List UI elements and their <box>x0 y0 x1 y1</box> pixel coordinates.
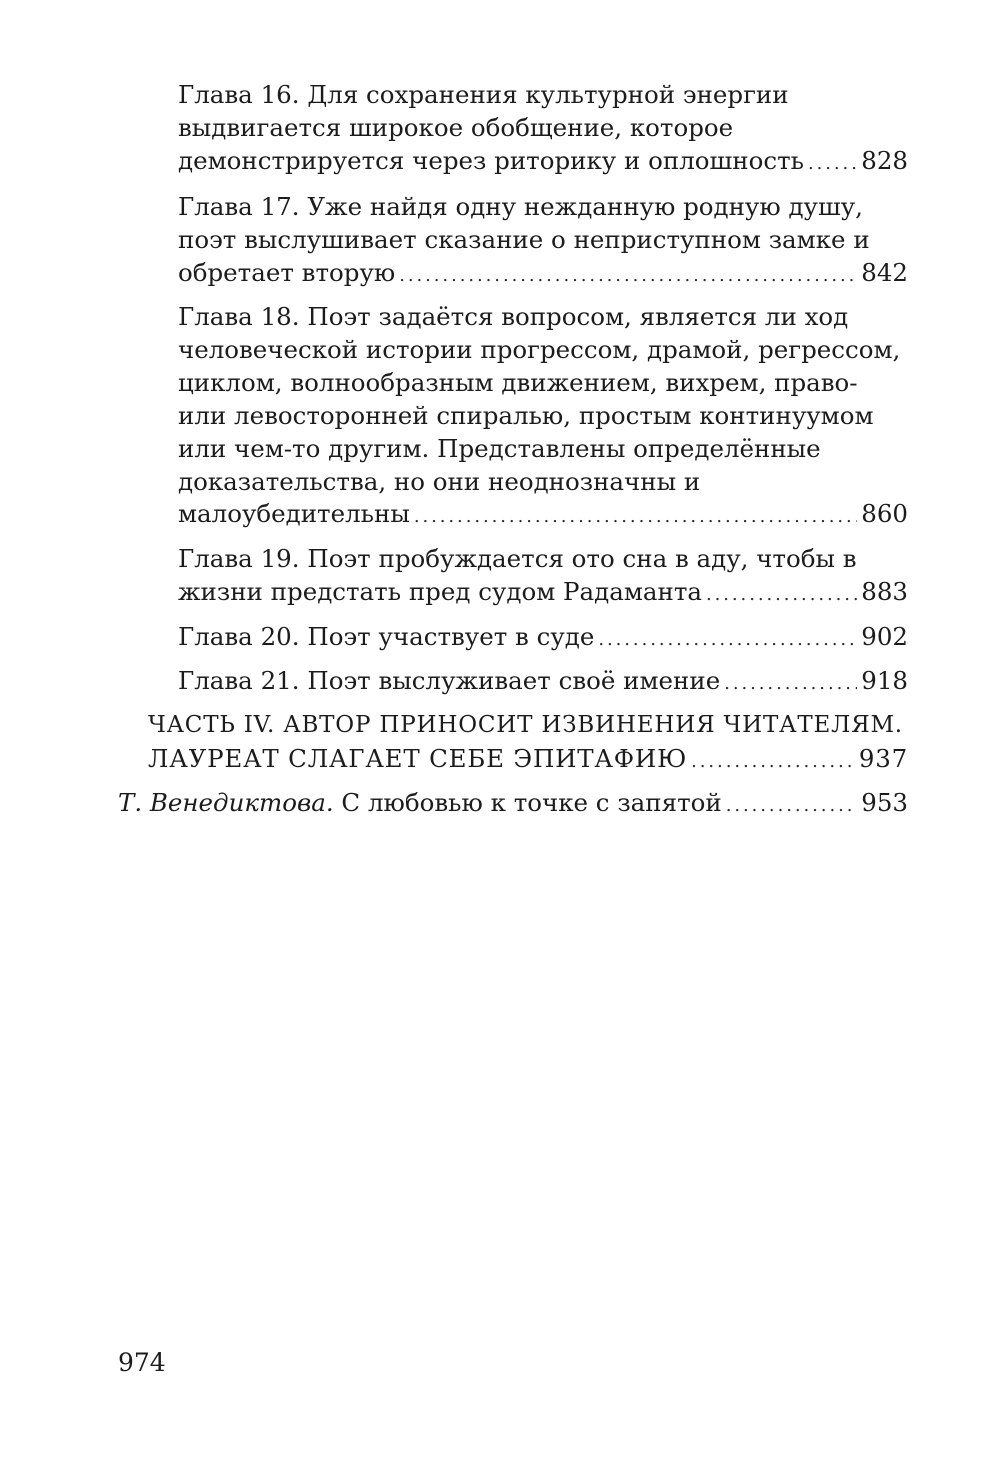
toc-entry-ch17-line2 <box>178 223 870 256</box>
toc-text: Глава 16. Для сохранения культурной энергии <box>178 80 789 109</box>
dot-leader <box>808 147 857 180</box>
toc-page-number: 860 <box>861 499 908 528</box>
toc-entry-ch18-line5 <box>178 432 821 465</box>
toc-text: обретает вторую <box>178 258 396 287</box>
toc-entry-ch18-line2 <box>178 333 900 366</box>
dot-leader <box>706 578 857 611</box>
toc-entry-ch19-line2 <box>178 575 908 608</box>
toc-text: человеческой истории прогрессом, драмой, регрессом, <box>178 335 901 364</box>
toc-text: выдвигается широкое обобщение, которое <box>178 113 734 142</box>
toc-text: Глава 20. Поэт участвует в суде <box>178 622 595 651</box>
toc-entry-ch18-line4 <box>178 399 874 432</box>
afterword-title: С любовью к точке с запятой <box>333 788 722 817</box>
toc-page-number: 918 <box>861 666 908 695</box>
toc-text: Глава 19. Поэт пробуждается ото сна в аду, чтобы в <box>178 544 857 573</box>
dot-leader <box>414 500 857 533</box>
toc-entry-part4-line1 <box>148 709 903 742</box>
toc-text: доказательства, но они неоднозначны и <box>178 467 701 496</box>
toc-page-number: 842 <box>861 258 908 287</box>
afterword-author: Т. Венедиктова. <box>118 788 334 817</box>
toc-entry-ch18-line1 <box>178 300 848 333</box>
toc-text: или чем-то другим. Представлены определённые <box>178 434 821 463</box>
toc-text: демонстрируется через риторику и оплошность <box>178 146 804 175</box>
toc-page-number: 937 <box>858 744 908 773</box>
toc-entry-ch16-line2 <box>178 111 733 144</box>
toc-text: жизни предстать пред судом Радаманта <box>178 577 702 606</box>
page-number: 974 <box>118 1348 166 1377</box>
toc-text: Глава 21. Поэт выслуживает своё имение <box>178 666 721 695</box>
toc-entry-ch18-line6 <box>178 465 700 498</box>
toc-entry-ch20 <box>178 620 908 653</box>
toc-entry-afterword <box>118 786 908 819</box>
toc-entry-ch18-line7 <box>178 497 908 530</box>
toc-entry-ch21 <box>178 664 908 697</box>
dot-leader <box>724 667 857 700</box>
toc-page-number: 883 <box>861 577 908 606</box>
toc-text: циклом, волнообразным движением, вихрем, право- <box>178 368 858 397</box>
toc-text: ЧАСТЬ IV. АВТОР ПРИНОСИТ ИЗВИНЕНИЯ ЧИТАТЕЛЯМ. <box>148 712 903 738</box>
toc-entry-ch18-line3 <box>178 366 858 399</box>
toc-entry-ch17-line3 <box>178 256 908 289</box>
toc-entry-part4-line2 <box>148 742 908 775</box>
toc-page-number: 902 <box>861 622 908 651</box>
toc-page-number: 953 <box>861 788 908 817</box>
toc-text: поэт выслушивает сказание о неприступном замке и <box>178 225 870 254</box>
toc-text: ЛАУРЕАТ СЛАГАЕТ СЕБЕ ЭПИТАФИЮ <box>148 744 688 773</box>
dot-leader <box>691 745 855 778</box>
toc-entry-ch16-line3 <box>178 144 908 177</box>
toc-text: Глава 17. Уже найдя одну нежданную родную душу, <box>178 192 863 221</box>
toc-entry-ch17-line1 <box>178 190 863 223</box>
toc-entry-ch19-line1 <box>178 542 857 575</box>
toc-text-afterword <box>118 786 722 819</box>
toc-text: или левосторонней спиралью, простым континуумом <box>178 401 874 430</box>
dot-leader <box>726 789 858 822</box>
toc-entry-ch16-line1 <box>178 78 789 111</box>
toc-text: малоубедительны <box>178 499 410 528</box>
dot-leader <box>598 623 857 656</box>
toc-text: Глава 18. Поэт задаётся вопросом, является ли ход <box>178 302 849 331</box>
toc-page-number: 828 <box>861 146 908 175</box>
dot-leader <box>399 259 857 292</box>
